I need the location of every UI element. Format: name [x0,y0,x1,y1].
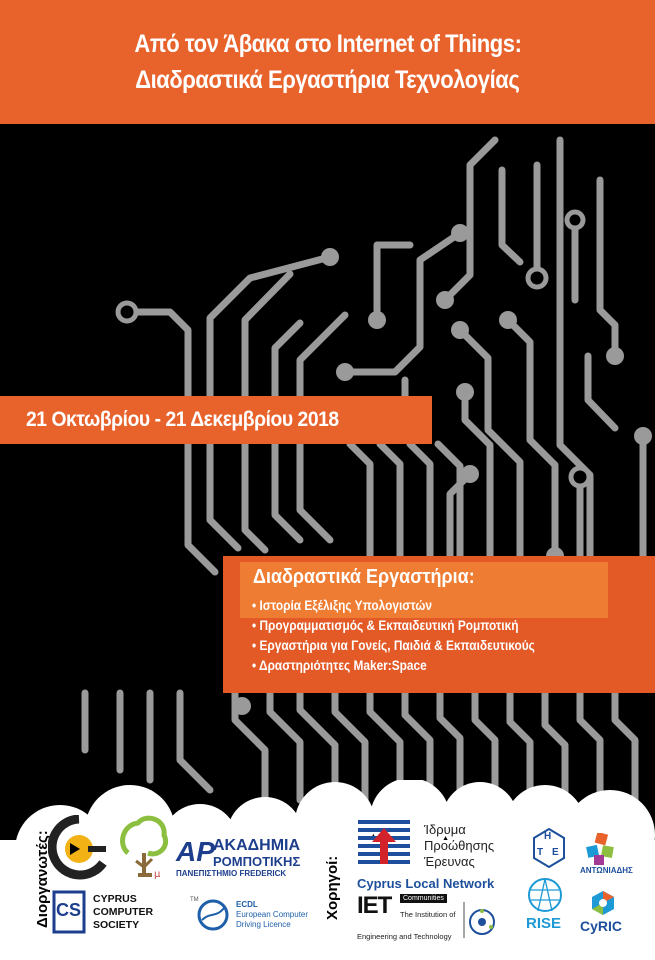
sponsors-label: Χορηγοί: [324,855,341,920]
rise-name: RISE [526,915,562,932]
workshops-list [252,596,573,676]
workshops-heading: Διαδραστικά Εργαστήρια: [253,566,475,588]
academy-name-2: ΡΟΜΠΟΤΙΚΗΣ [213,854,301,869]
ccs-line-1: CYPRUS [93,893,137,905]
ecdl-line-2: Driving Licence [236,920,291,929]
svg-text:μ: μ [154,869,161,880]
hte-letter-1: Η [544,831,552,842]
iet-mark: IET [357,892,392,919]
ipe-line-2: Προώθησης [424,838,495,853]
title-line-2: Διαδραστικά Εργαστήρια Τεχνολογίας [135,66,520,94]
list-item: • Δραστηριότητες Maker:Space [252,656,535,676]
hte-letter-3: Ε [552,847,559,858]
iet-line-2: Engineering and Technology [357,932,452,941]
ccs-line-2: COMPUTER [93,906,154,918]
academy-mark: ΑΡ [176,836,215,867]
ecdl-tm: TM [190,897,199,903]
academy-name-3: ΠΑΝΕΠΙΣΤΗΜΙΟ FREDERICK [176,869,287,878]
tree-logo-icon [118,815,170,881]
organizers-label: Διοργανωτές: [34,830,51,928]
iet-line-1: The Institution of [400,910,456,919]
ck-logo-icon [48,815,110,881]
ecdl-title: ECDL [236,900,258,909]
ipe-line-3: Έρευνας [424,854,475,869]
ecdl-line-1: European Computer [236,910,309,919]
list-item: • Προγραμματισμός & Εκπαιδευτική Ρομποτική [252,616,535,636]
event-dates: 21 Οκτωβρίου - 21 Δεκεμβρίου 2018 [26,408,339,431]
title-line-1: Από τον Άβακα στο Internet of Things: [133,30,522,58]
iet-network: Cyprus Local Network [357,876,495,891]
ipe-line-1: Ίδρυμα [424,822,466,837]
antoniadis-name: ΑΝΤΩΝΙΑΔΗΣ [580,866,633,875]
iet-communities: Communities [400,894,447,903]
date-banner [0,396,432,444]
list-item: • Εργαστήρια για Γονείς, Παιδιά & Εκπαιδευτικούς [252,636,535,656]
ecdl-globe-icon [196,898,230,932]
ccs-line-3: SOCIETY [93,919,140,931]
title-banner [0,0,655,124]
list-item: • Ιστορία Εξέλιξης Υπολογιστών [252,596,535,616]
antoniadis-logo-icon [584,833,620,867]
cyric-name: CyRIC [580,918,623,934]
ccs-mark: CS [56,900,82,920]
cyric-logo-icon [590,890,616,916]
circuit-board-graphic [0,124,655,824]
academy-name-1: ΑΚΑΔΗΜΙΑ [213,837,301,854]
hte-letter-2: Τ [537,847,544,858]
ipe-logo-icon [358,818,414,866]
iet-network-icon [462,900,498,940]
rise-logo-icon [526,876,564,914]
